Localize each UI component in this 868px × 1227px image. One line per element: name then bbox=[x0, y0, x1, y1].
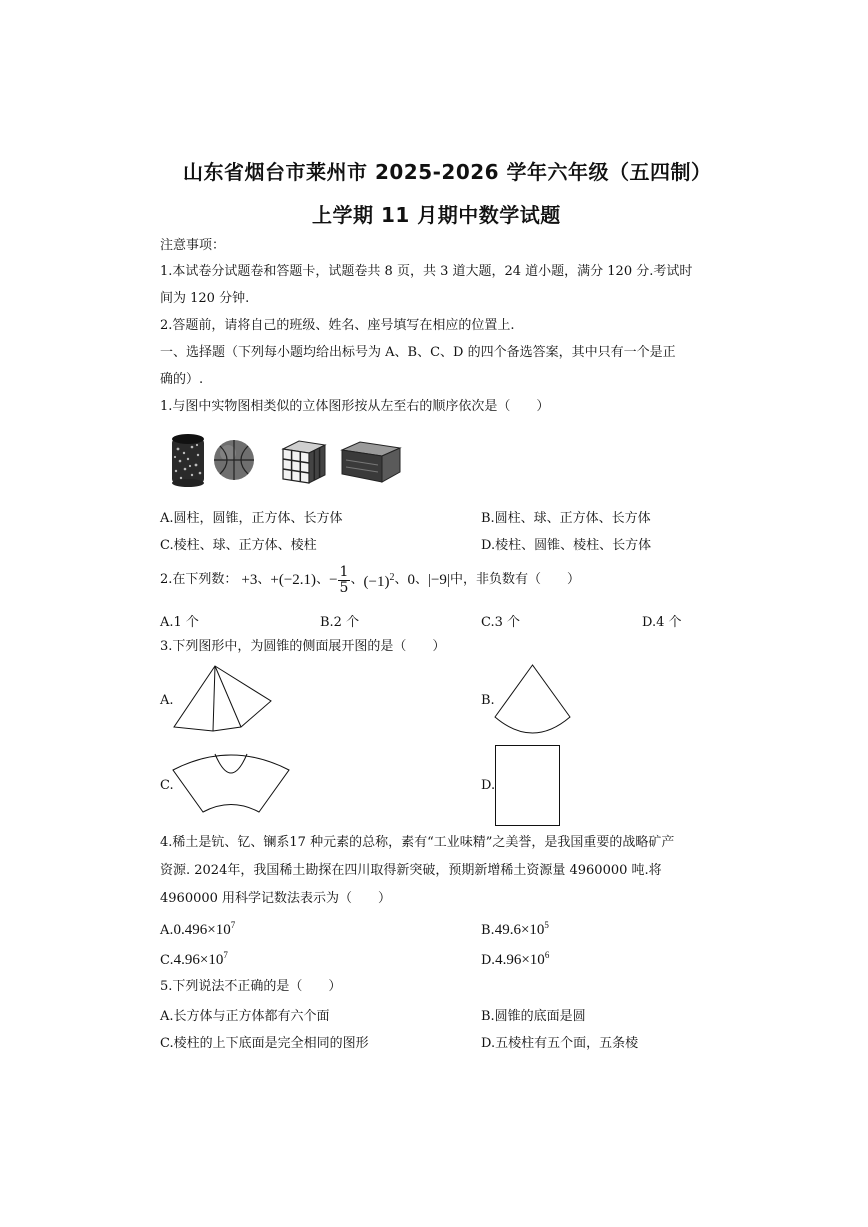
notes-heading: 注意事项： bbox=[160, 238, 226, 253]
q4-option-d-base: 4.96×10 bbox=[495, 952, 545, 968]
q5-option-c[interactable]: C.棱柱的上下底面是完全相同的图形 bbox=[160, 1036, 369, 1051]
q2-suffix: 中，非负数有（ ） bbox=[449, 572, 580, 587]
q4-stem-line3: 4960000 用科学记数法表示为（ ） bbox=[160, 891, 392, 906]
q3-figure-d[interactable] bbox=[495, 745, 561, 827]
q3-figure-a[interactable] bbox=[173, 663, 273, 733]
q4-option-d-label: D. bbox=[481, 953, 496, 968]
q2-separator: 、 bbox=[257, 572, 271, 587]
q4-option-c-base: 4.96×10 bbox=[173, 952, 224, 968]
q3-figure-c[interactable] bbox=[172, 750, 290, 814]
q3-option-c-label[interactable]: C. bbox=[160, 778, 174, 793]
page-title-line2: 上学期 11 月期中数学试题 bbox=[312, 203, 561, 227]
q3-option-b-label[interactable]: B. bbox=[481, 693, 495, 708]
q2-number-4 bbox=[363, 569, 394, 591]
q2-fraction bbox=[338, 565, 351, 596]
q2-fraction-numerator: 1 bbox=[339, 563, 349, 580]
q1-option-d[interactable]: D.棱柱、圆锥、棱柱、长方体 bbox=[481, 538, 652, 553]
q3-figure-b[interactable] bbox=[494, 663, 572, 739]
q1-stem: 1.与图中实物图相类似的立体图形按从左至右的顺序依次是（ ） bbox=[160, 399, 550, 414]
q5-option-a[interactable]: A.长方体与正方体都有六个面 bbox=[160, 1009, 330, 1024]
q2-separator: 、 bbox=[316, 572, 330, 587]
cylinder-jar-icon bbox=[170, 433, 206, 487]
q2-stem bbox=[160, 562, 580, 598]
q3-stem: 3.下列图形中，为圆锥的侧面展开图的是（ ） bbox=[160, 639, 446, 654]
q4-option-a-exponent: 7 bbox=[230, 920, 236, 930]
q2-option-c[interactable]: C.3 个 bbox=[481, 615, 521, 630]
q4-option-c-value bbox=[174, 952, 228, 968]
q1-option-c[interactable]: C.棱柱、球、正方体、棱柱 bbox=[160, 538, 317, 553]
q5-stem: 5.下列说法不正确的是（ ） bbox=[160, 979, 342, 994]
q4-option-b[interactable] bbox=[481, 920, 549, 939]
q2-separator: 、 bbox=[394, 572, 408, 587]
q2-number-1: +3 bbox=[241, 572, 258, 588]
q2-separator: 、 bbox=[350, 572, 364, 587]
notes-item1-cont: 间为 120 分钟. bbox=[160, 291, 250, 306]
q5-option-b[interactable]: B.圆锥的底面是圆 bbox=[481, 1009, 586, 1024]
q2-option-a[interactable]: A.1 个 bbox=[160, 615, 199, 630]
notes-item1: 1.本试卷分试题卷和答题卡，试题卷共 8 页，共 3 道大题，24 道小题，满分 120 分.考试时 bbox=[160, 264, 693, 279]
q4-option-d-exponent: 6 bbox=[544, 950, 550, 960]
q3-option-d-label[interactable]: D. bbox=[481, 778, 496, 793]
q4-stem-line2: 资源. 2024年，我国稀土勘探在四川取得新突破，预期新增稀土资源量 4960000 吨.将 bbox=[160, 863, 662, 878]
q4-option-d-value bbox=[495, 952, 549, 968]
q4-option-b-exponent: 5 bbox=[544, 920, 549, 930]
q4-option-a-value bbox=[174, 922, 236, 938]
q3-option-a-label[interactable]: A. bbox=[160, 693, 174, 708]
box-icon bbox=[340, 440, 402, 486]
q2-number-4-base: (−1) bbox=[363, 574, 390, 590]
q2-number-3-sign: − bbox=[329, 572, 338, 588]
q4-option-b-value bbox=[495, 922, 549, 938]
q1-option-a[interactable]: A.圆柱，圆锥，正方体、长方体 bbox=[160, 511, 343, 526]
q2-separator: 、 bbox=[414, 572, 428, 587]
section-intro-cont: 确的）. bbox=[160, 372, 204, 387]
q4-option-a[interactable] bbox=[160, 920, 235, 939]
page-title-line1: 山东省烟台市莱州市 2025-2026 学年六年级（五四制） bbox=[183, 160, 712, 184]
basketball-icon bbox=[212, 438, 256, 482]
q4-stem-line1: 4.稀土是钪、钇、镧系17 种元素的总称，素有“工业味精”之美誉，是我国重要的战略矿产 bbox=[160, 835, 675, 850]
q4-option-d[interactable] bbox=[481, 950, 549, 969]
q2-number-2: +(−2.1) bbox=[270, 572, 317, 588]
q2-option-b[interactable]: B.2 个 bbox=[320, 615, 360, 630]
q4-option-c-label: C. bbox=[160, 953, 174, 968]
q4-option-b-label: B. bbox=[481, 923, 495, 938]
q4-option-c[interactable] bbox=[160, 950, 228, 969]
notes-item2: 2.答题前，请将自己的班级、姓名、座号填写在相应的位置上. bbox=[160, 318, 515, 333]
rubiks-cube-icon bbox=[279, 437, 329, 487]
q5-option-d[interactable]: D.五棱柱有五个面，五条棱 bbox=[481, 1036, 639, 1051]
q4-option-a-base: 0.496×10 bbox=[173, 922, 231, 938]
q2-number-6: |−9| bbox=[427, 572, 450, 588]
q2-prefix: 2.在下列数： bbox=[160, 572, 238, 587]
q1-option-b[interactable]: B.圆柱、球、正方体、长方体 bbox=[481, 511, 651, 526]
q4-option-b-base: 49.6×10 bbox=[494, 922, 545, 938]
q2-number-5: 0 bbox=[407, 572, 415, 588]
q4-option-c-exponent: 7 bbox=[223, 950, 228, 960]
section-intro: 一、选择题（下列每小题均给出标号为 A、B、C、D 的四个备选答案，其中只有一个是正 bbox=[160, 345, 676, 360]
q2-fraction-denominator: 5 bbox=[339, 579, 349, 596]
q2-option-d[interactable]: D.4 个 bbox=[642, 615, 682, 630]
q4-option-a-label: A. bbox=[160, 923, 174, 938]
q2-number-4-exponent: 2 bbox=[389, 572, 395, 583]
